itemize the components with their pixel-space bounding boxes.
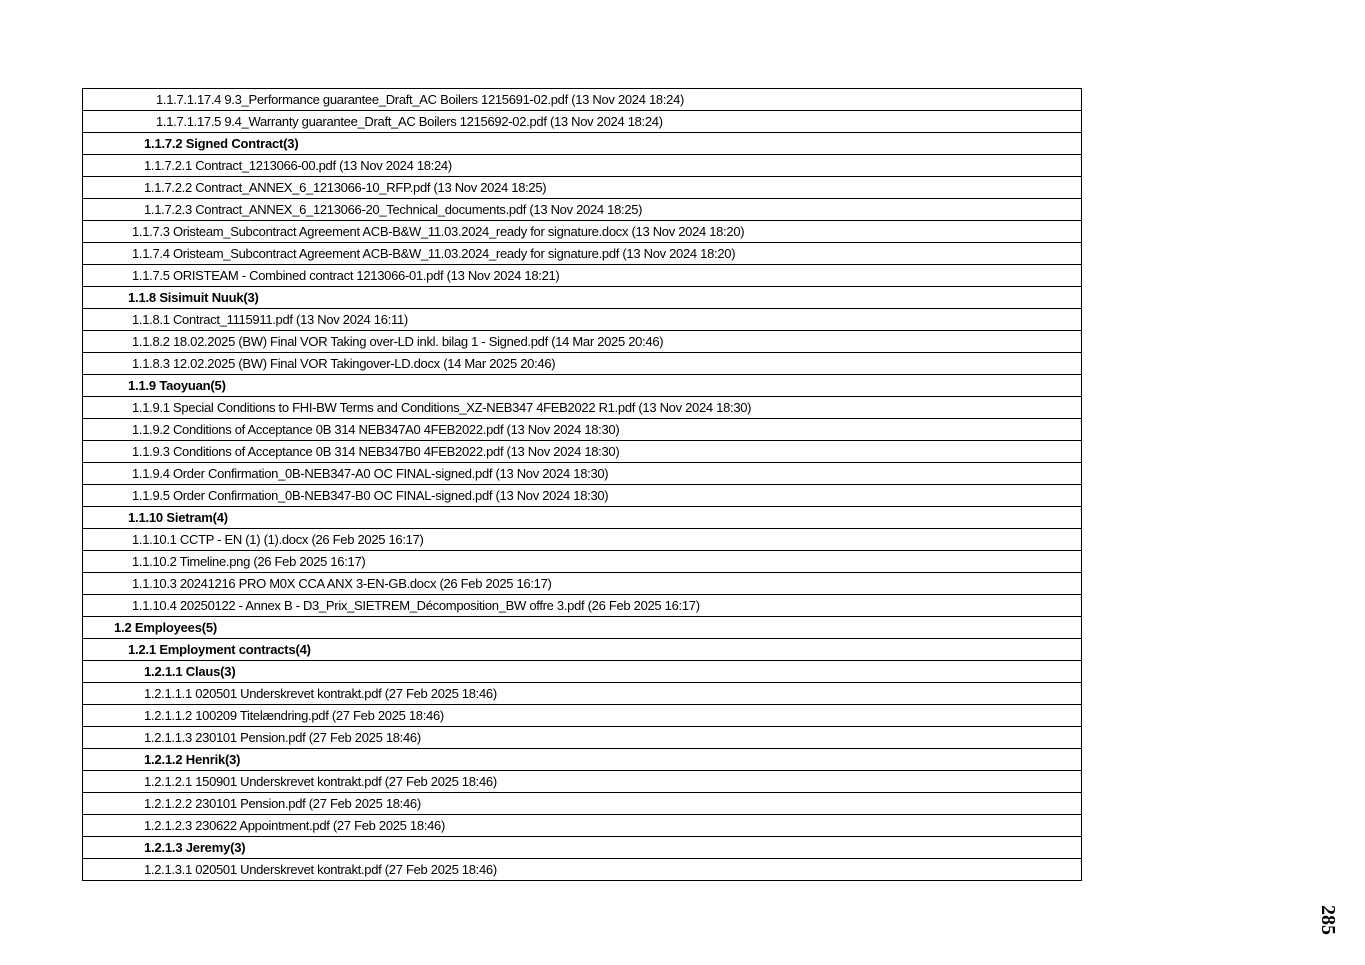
- file-entry-row: [83, 727, 1081, 749]
- file-entry-row: [83, 155, 1081, 177]
- folder-heading-text: 1.1.9 Taoyuan(5): [128, 378, 226, 393]
- file-entry-row: [83, 683, 1081, 705]
- file-entry-text: 1.1.10.2 Timeline.png (26 Feb 2025 16:17): [132, 554, 366, 569]
- file-entry-text: 1.1.10.1 CCTP - EN (1) (1).docx (26 Feb 2025 16:17): [132, 532, 424, 547]
- folder-heading-row: [83, 617, 1081, 639]
- folder-heading-text: 1.1.7.2 Signed Contract(3): [144, 136, 299, 151]
- file-entry-text: 1.1.7.4 Oristeam_Subcontract Agreement ACB-B&W_11.03.2024_ready for signature.pdf (13 Nov 2024 18:20): [132, 246, 736, 261]
- file-entry-text: 1.1.7.1.17.4 9.3_Performance guarantee_Draft_AC Boilers 1215691-02.pdf (13 Nov 2024 18:24): [156, 92, 685, 107]
- file-entry-row: [83, 199, 1081, 221]
- file-entry-row: [83, 463, 1081, 485]
- file-entry-row: [83, 859, 1081, 881]
- file-entry-text: 1.1.7.1.17.5 9.4_Warranty guarantee_Draft_AC Boilers 1215692-02.pdf (13 Nov 2024 18:24): [156, 114, 663, 129]
- file-entry-row: [83, 419, 1081, 441]
- file-entry-text: 1.2.1.2.3 230622 Appointment.pdf (27 Feb 2025 18:46): [144, 818, 445, 833]
- file-entry-text: 1.1.8.2 18.02.2025 (BW) Final VOR Taking over-LD inkl. bilag 1 - Signed.pdf (14 Mar 2025 20:46): [132, 334, 664, 349]
- file-entry-text: 1.1.10.4 20250122 - Annex B - D3_Prix_SIETREM_Décomposition_BW offre 3.pdf (26 Feb 2025 16:17): [132, 598, 700, 613]
- folder-heading-text: 1.1.8 Sisimuit Nuuk(3): [128, 290, 259, 305]
- file-entry-row: [83, 793, 1081, 815]
- file-entry-text: 1.1.7.2.2 Contract_ANNEX_6_1213066-10_RFP.pdf (13 Nov 2024 18:25): [144, 180, 547, 195]
- file-entry-row: [83, 265, 1081, 287]
- file-entry-text: 1.1.9.1 Special Conditions to FHI-BW Terms and Conditions_XZ-NEB347 4FEB2022 R1.pdf (13 Nov 2024 18:30): [132, 400, 752, 415]
- file-entry-row: [83, 309, 1081, 331]
- file-entry-text: 1.1.7.5 ORISTEAM - Combined contract 1213066-01.pdf (13 Nov 2024 18:21): [132, 268, 560, 283]
- file-entry-row: [83, 815, 1081, 837]
- file-entry-text: 1.1.9.5 Order Confirmation_0B-NEB347-B0 OC FINAL-signed.pdf (13 Nov 2024 18:30): [132, 488, 609, 503]
- file-entry-row: [83, 353, 1081, 375]
- file-entry-row: [83, 111, 1081, 133]
- file-entry-row: [83, 705, 1081, 727]
- file-entry-text: 1.2.1.3.1 020501 Underskrevet kontrakt.pdf (27 Feb 2025 18:46): [144, 862, 497, 877]
- file-entry-text: 1.2.1.1.2 100209 Titelændring.pdf (27 Feb 2025 18:46): [144, 708, 444, 723]
- folder-heading-text: 1.2.1.3 Jeremy(3): [144, 840, 246, 855]
- folder-heading-text: 1.1.10 Sietram(4): [128, 510, 228, 525]
- folder-heading-text: 1.2.1 Employment contracts(4): [128, 642, 311, 657]
- file-entry-text: 1.1.10.3 20241216 PRO M0X CCA ANX 3-EN-GB.docx (26 Feb 2025 16:17): [132, 576, 552, 591]
- file-entry-text: 1.1.7.2.1 Contract_1213066-00.pdf (13 Nov 2024 18:24): [144, 158, 452, 173]
- file-entry-text: 1.2.1.1.1 020501 Underskrevet kontrakt.pdf (27 Feb 2025 18:46): [144, 686, 497, 701]
- file-entry-row: [83, 221, 1081, 243]
- file-entry-row: [83, 177, 1081, 199]
- folder-heading-row: [83, 507, 1081, 529]
- folder-heading-row: [83, 133, 1081, 155]
- file-entry-text: 1.2.1.2.1 150901 Underskrevet kontrakt.pdf (27 Feb 2025 18:46): [144, 774, 497, 789]
- file-entry-row: [83, 771, 1081, 793]
- file-entry-row: [83, 551, 1081, 573]
- file-entry-row: [83, 397, 1081, 419]
- file-entry-text: 1.2.1.1.3 230101 Pension.pdf (27 Feb 2025 18:46): [144, 730, 421, 745]
- folder-heading-text: 1.2.1.1 Claus(3): [144, 664, 236, 679]
- file-entry-row: [83, 441, 1081, 463]
- file-entry-row: [83, 89, 1081, 111]
- file-entry-row: [83, 595, 1081, 617]
- file-entry-text: 1.1.9.2 Conditions of Acceptance 0B 314 NEB347A0 4FEB2022.pdf (13 Nov 2024 18:30): [132, 422, 620, 437]
- file-entry-row: [83, 331, 1081, 353]
- file-entry-text: 1.2.1.2.2 230101 Pension.pdf (27 Feb 2025 18:46): [144, 796, 421, 811]
- page-number: 285: [1317, 905, 1339, 935]
- file-entry-text: 1.1.7.2.3 Contract_ANNEX_6_1213066-20_Technical_documents.pdf (13 Nov 2024 18:25): [144, 202, 643, 217]
- folder-heading-row: [83, 287, 1081, 309]
- file-entry-row: [83, 485, 1081, 507]
- file-entry-row: [83, 529, 1081, 551]
- folder-heading-text: 1.2.1.2 Henrik(3): [144, 752, 241, 767]
- file-entry-text: 1.1.8.1 Contract_1115911.pdf (13 Nov 2024 16:11): [132, 312, 408, 327]
- file-entry-row: [83, 573, 1081, 595]
- folder-heading-row: [83, 639, 1081, 661]
- folder-heading-row: [83, 837, 1081, 859]
- file-entry-text: 1.1.9.3 Conditions of Acceptance 0B 314 NEB347B0 4FEB2022.pdf (13 Nov 2024 18:30): [132, 444, 620, 459]
- folder-heading-row: [83, 661, 1081, 683]
- folder-heading-text: 1.2 Employees(5): [114, 620, 218, 635]
- document-index-table: [82, 88, 1082, 881]
- folder-heading-row: [83, 375, 1081, 397]
- folder-heading-row: [83, 749, 1081, 771]
- file-entry-text: 1.1.7.3 Oristeam_Subcontract Agreement ACB-B&W_11.03.2024_ready for signature.docx (13 Nov 2024 18:20): [132, 224, 745, 239]
- file-entry-text: 1.1.8.3 12.02.2025 (BW) Final VOR Takingover-LD.docx (14 Mar 2025 20:46): [132, 356, 556, 371]
- file-entry-text: 1.1.9.4 Order Confirmation_0B-NEB347-A0 OC FINAL-signed.pdf (13 Nov 2024 18:30): [132, 466, 609, 481]
- file-entry-row: [83, 243, 1081, 265]
